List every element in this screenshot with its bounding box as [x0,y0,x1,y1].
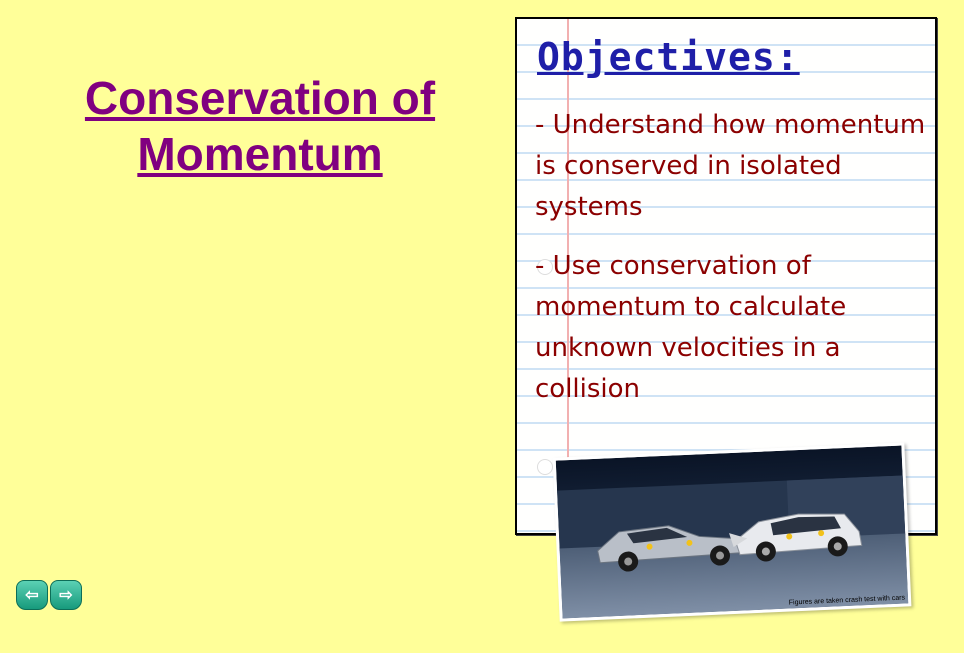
slide-title-line1: Conservation of [84,72,436,124]
arrow-right-icon: ⇨ [59,587,73,604]
objective-item-2: - Use conservation of momentum to calculate unknown velocities in a collision [535,251,847,404]
objectives-heading: Objectives: [537,35,800,79]
slide-navigation [16,580,82,610]
slide-title [40,70,480,182]
crash-test-photo [553,442,912,621]
photo-caption: Figures are taken crash test with cars [788,594,906,607]
slide-title-line2: Momentum [137,128,383,180]
back-button[interactable] [16,580,48,610]
notepad-hole [537,459,553,475]
crash-test-image [556,446,909,619]
forward-button[interactable] [50,580,82,610]
arrow-left-icon: ⇦ [25,587,39,604]
objective-item-1: - Understand how momentum is conserved in isolated systems [535,110,926,222]
objectives-list [535,105,930,428]
